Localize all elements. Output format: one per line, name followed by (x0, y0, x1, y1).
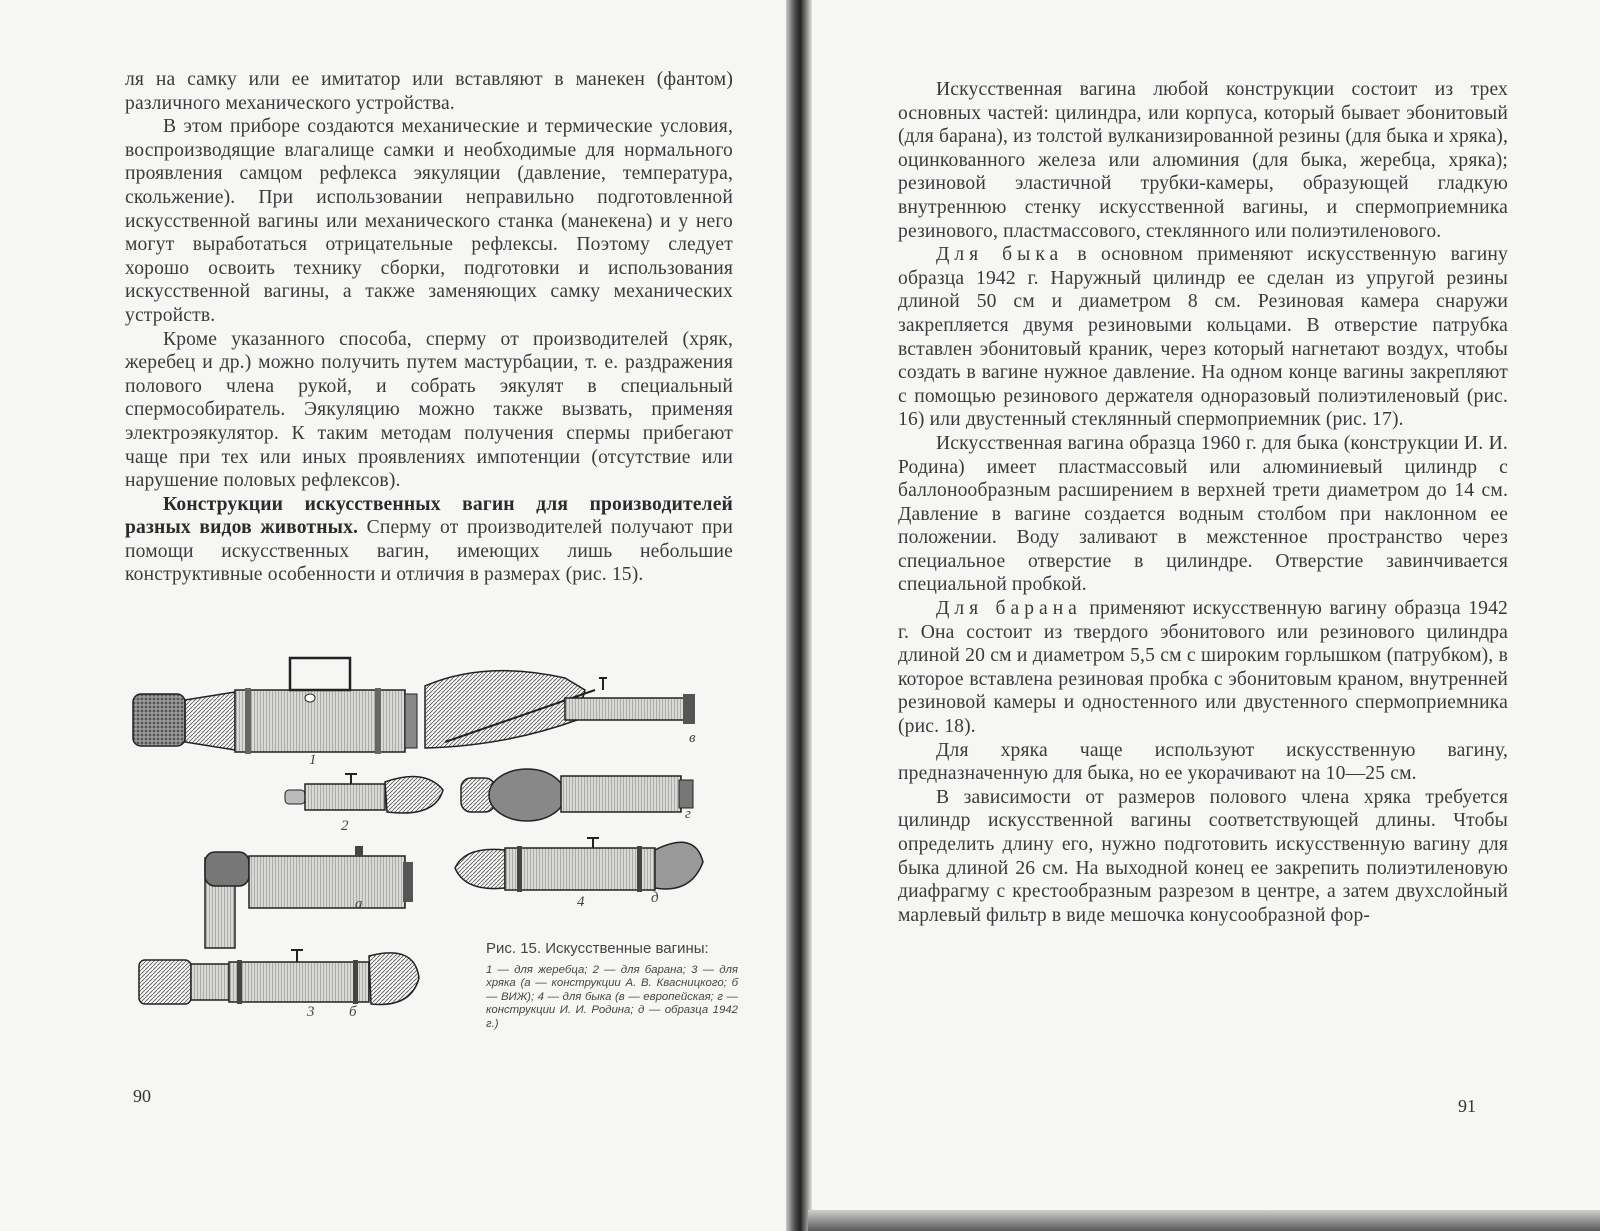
paragraph: Кроме указанного способа, сперму от производителей (хряк, жеребец и др.) можно получить путем мастурбации, т. е. раздражения полового члена рукой, и собрать эякулят в специальный спермособиратель. Эякуляцию можно также вызвать, применяя электроэякулятор. К таким методам получения спермы прибегают чаще при тех или иных проявлениях импотенции (отсутствие или нарушение половых рефлексов). (125, 328, 733, 492)
paragraph-text: В зависимости от размеров полового члена хряка требуется цилиндр искусственной вагины соответствующей длины. Чтобы определить длину его, нужно подготовить искусственную вагину для быка длиной 26 см. На выходной конец ее закрепить полиэтиленовую диафрагму с крестообразным разрезом в центре, а затем двухслойный марлевый фильтр в виде мешочка конусообразной фор- (898, 786, 1508, 926)
figure-caption (486, 940, 738, 1031)
left-page-text (125, 68, 733, 587)
paragraph-text: в основном применяют искусственную вагину образца 1942 г. Наружный цилиндр ее сделан из упругой резины длиной 50 см и диаметром 8 см. Резиновая камера снаружи закрепляется двумя резиновыми кольцами. В отверстие патрубка вставлен эбонитовый краник, через который нагнетают воздух, чтобы создать в вагине нужное давление. На одном конце вагины закрепляют с помощью резинового держателя одноразовый полиэтиленовый (рис. 16) или двустенный стеклянный спермоприемник (рис. 17). (898, 244, 1508, 431)
paragraph-lead: Для быка (936, 244, 1064, 266)
paragraph-text: Искусственная вагина образца 1960 г. для быка (конструкции И. И. Родина) имеет пластмассовый или алюминиевый цилиндр с баллонообразным расширением в верхней трети диаметром до 14 см. Давление в вагине создается водным столбом при наклонном ее положении. Воду заливают в межстенное пространство через специальное отверстие в цилиндре. Отверстие завинчивается специальной пробкой. (898, 432, 1508, 596)
vagina-boar-kvasnitsky (205, 846, 413, 948)
figure-label-v: в (689, 730, 696, 746)
paragraph (898, 432, 1508, 597)
paragraph (898, 78, 1508, 243)
paragraph-lead: Для барана (936, 598, 1082, 620)
figure-label-d: д (651, 890, 659, 906)
vagina-bull-european (425, 671, 695, 748)
figure-label-1: 1 (309, 752, 317, 768)
caption-title: Рис. 15. Искусственные вагины: (486, 940, 709, 957)
figure-label-b: б (349, 1004, 357, 1020)
caption-body: 1 — для жеребца; 2 — для барана; 3 — для хряка (а — конструкции А. В. Квасницкого; б — ВИЖ); 4 — для быка (в — европейская; г — конструкции И. И. Родина; д — образца 1942 г.) (486, 964, 738, 1030)
paragraph: В этом приборе создаются механические и термические условия, воспроизводящие влагалище самки и необходимые для нормального проявления самцом рефлекса эякуляции (давление, температура, скольжение). При использовании неправильно подготовленной искусственной вагины или механического станка (манекена) и у него могут выработаться отрицательные рефлексы. Поэтому следует хорошо освоить технику сборки, подготовки и использования искусственной вагины, а также заменяющих самку механических устройств. (125, 116, 733, 326)
book-gutter (786, 0, 812, 1231)
paragraph: ля на самку или ее имитатор или вставляют в манекен (фантом) различного механического устройства. (125, 69, 733, 114)
section-text: Сперму от производителей получают при помощи искусственных вагин, имеющих лишь небольшие конструктивные особенности и отличия в размерах (рис. 15). (125, 517, 733, 586)
page-edge-shadow (808, 1210, 1600, 1231)
paragraph (898, 597, 1508, 739)
right-page-text (898, 78, 1508, 927)
page-number-right: 91 (1458, 1096, 1476, 1116)
vagina-stallion (133, 658, 417, 754)
section-heading: Конструкции искусственных вагин для производителей разных видов животных. (125, 493, 733, 539)
figure-label-a: а (355, 896, 363, 912)
paragraph-text: Для хряка чаще используют искусственную вагину, предназначенную для быка, но ее укорачивают на 10—25 см. (898, 739, 1508, 785)
paragraph (898, 786, 1508, 928)
vagina-bull-rodin (461, 769, 693, 821)
paragraph (898, 739, 1508, 786)
figure-label-g: г (685, 806, 691, 822)
paragraph (898, 243, 1508, 432)
vagina-bull-1942 (455, 838, 703, 892)
vagina-ram (285, 774, 443, 813)
section-paragraph (125, 493, 733, 587)
page-number-left: 90 (133, 1086, 151, 1106)
vagina-boar-vizh (139, 950, 419, 1004)
paragraph-text: применяют искусственную вагину образца 1942 г. Она состоит из твердого эбонитового или резинового цилиндра длиной 20 см и диаметром 5,5 см с широким горлышком (патрубком), в которое вставлена резиновая пробка с эбонитовым краном, внутренней резиновой камеры и одностенного или двустенного спермоприемника (рис. 18). (898, 598, 1508, 738)
figure-label-3: 3 (307, 1004, 315, 1020)
figure-label-4: 4 (577, 894, 585, 910)
figure-label-2: 2 (341, 818, 349, 834)
paragraph-text: Искусственная вагина любой конструкции состоит из трех основных частей: цилиндра, или корпуса, который бывает эбонитовый (для барана), из толстой вулканизированной резины (для быка и хряка), оцинкованного железа или алюминия (для быка, жеребца, хряка); резиновой эластичной трубки-камеры, образующей гладкую внутреннюю стенку искусственной вагины, и спермоприемника резинового, пластмассового, стеклянного или полиэтиленового. (898, 79, 1508, 242)
